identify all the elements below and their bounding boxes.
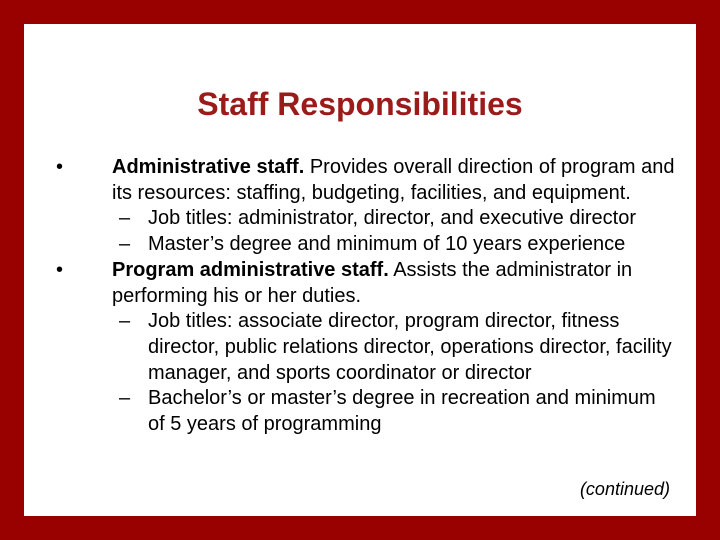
continued-note: (continued) xyxy=(579,479,670,499)
bullet-item xyxy=(56,258,676,309)
sub-bullet-item xyxy=(56,232,676,258)
bullet-marker: • xyxy=(56,258,64,281)
sub-bullet-text: Master’s degree and minimum of 10 years experience xyxy=(148,233,626,256)
bullet-lead: Administrative staff. xyxy=(112,156,305,178)
bullet-text: Assists the administrator in performing his or her duties. xyxy=(112,258,633,307)
sub-bullet-text: Job titles: associate director, program director, fitness director, public relations director, operations director, facility manager, and sports coordinator or director xyxy=(148,310,672,384)
bullet-lead: Program administrative staff. xyxy=(112,258,389,281)
slide-content xyxy=(56,155,676,438)
sub-bullet-text: Bachelor’s or master’s degree in recreation and minimum of 5 years of programming xyxy=(148,387,656,436)
sub-bullet-marker: – xyxy=(119,207,131,230)
sub-bullet-item xyxy=(56,206,676,232)
bullet-item xyxy=(56,155,676,206)
slide-panel xyxy=(24,24,696,516)
sub-bullet-marker: – xyxy=(119,387,131,410)
sub-bullet-item xyxy=(56,309,676,386)
sub-bullet-text: Job titles: administrator, director, and executive director xyxy=(148,207,637,230)
bullet-text: Provides overall direction of program and its resources: staffing, budgeting, facilities, and equipment. xyxy=(112,156,675,204)
bullet-marker: • xyxy=(56,156,64,178)
slide-title: Staff Responsibilities xyxy=(197,86,523,122)
sub-bullet-marker: – xyxy=(119,233,131,256)
sub-bullet-item xyxy=(56,386,676,437)
sub-bullet-marker: – xyxy=(119,310,131,333)
